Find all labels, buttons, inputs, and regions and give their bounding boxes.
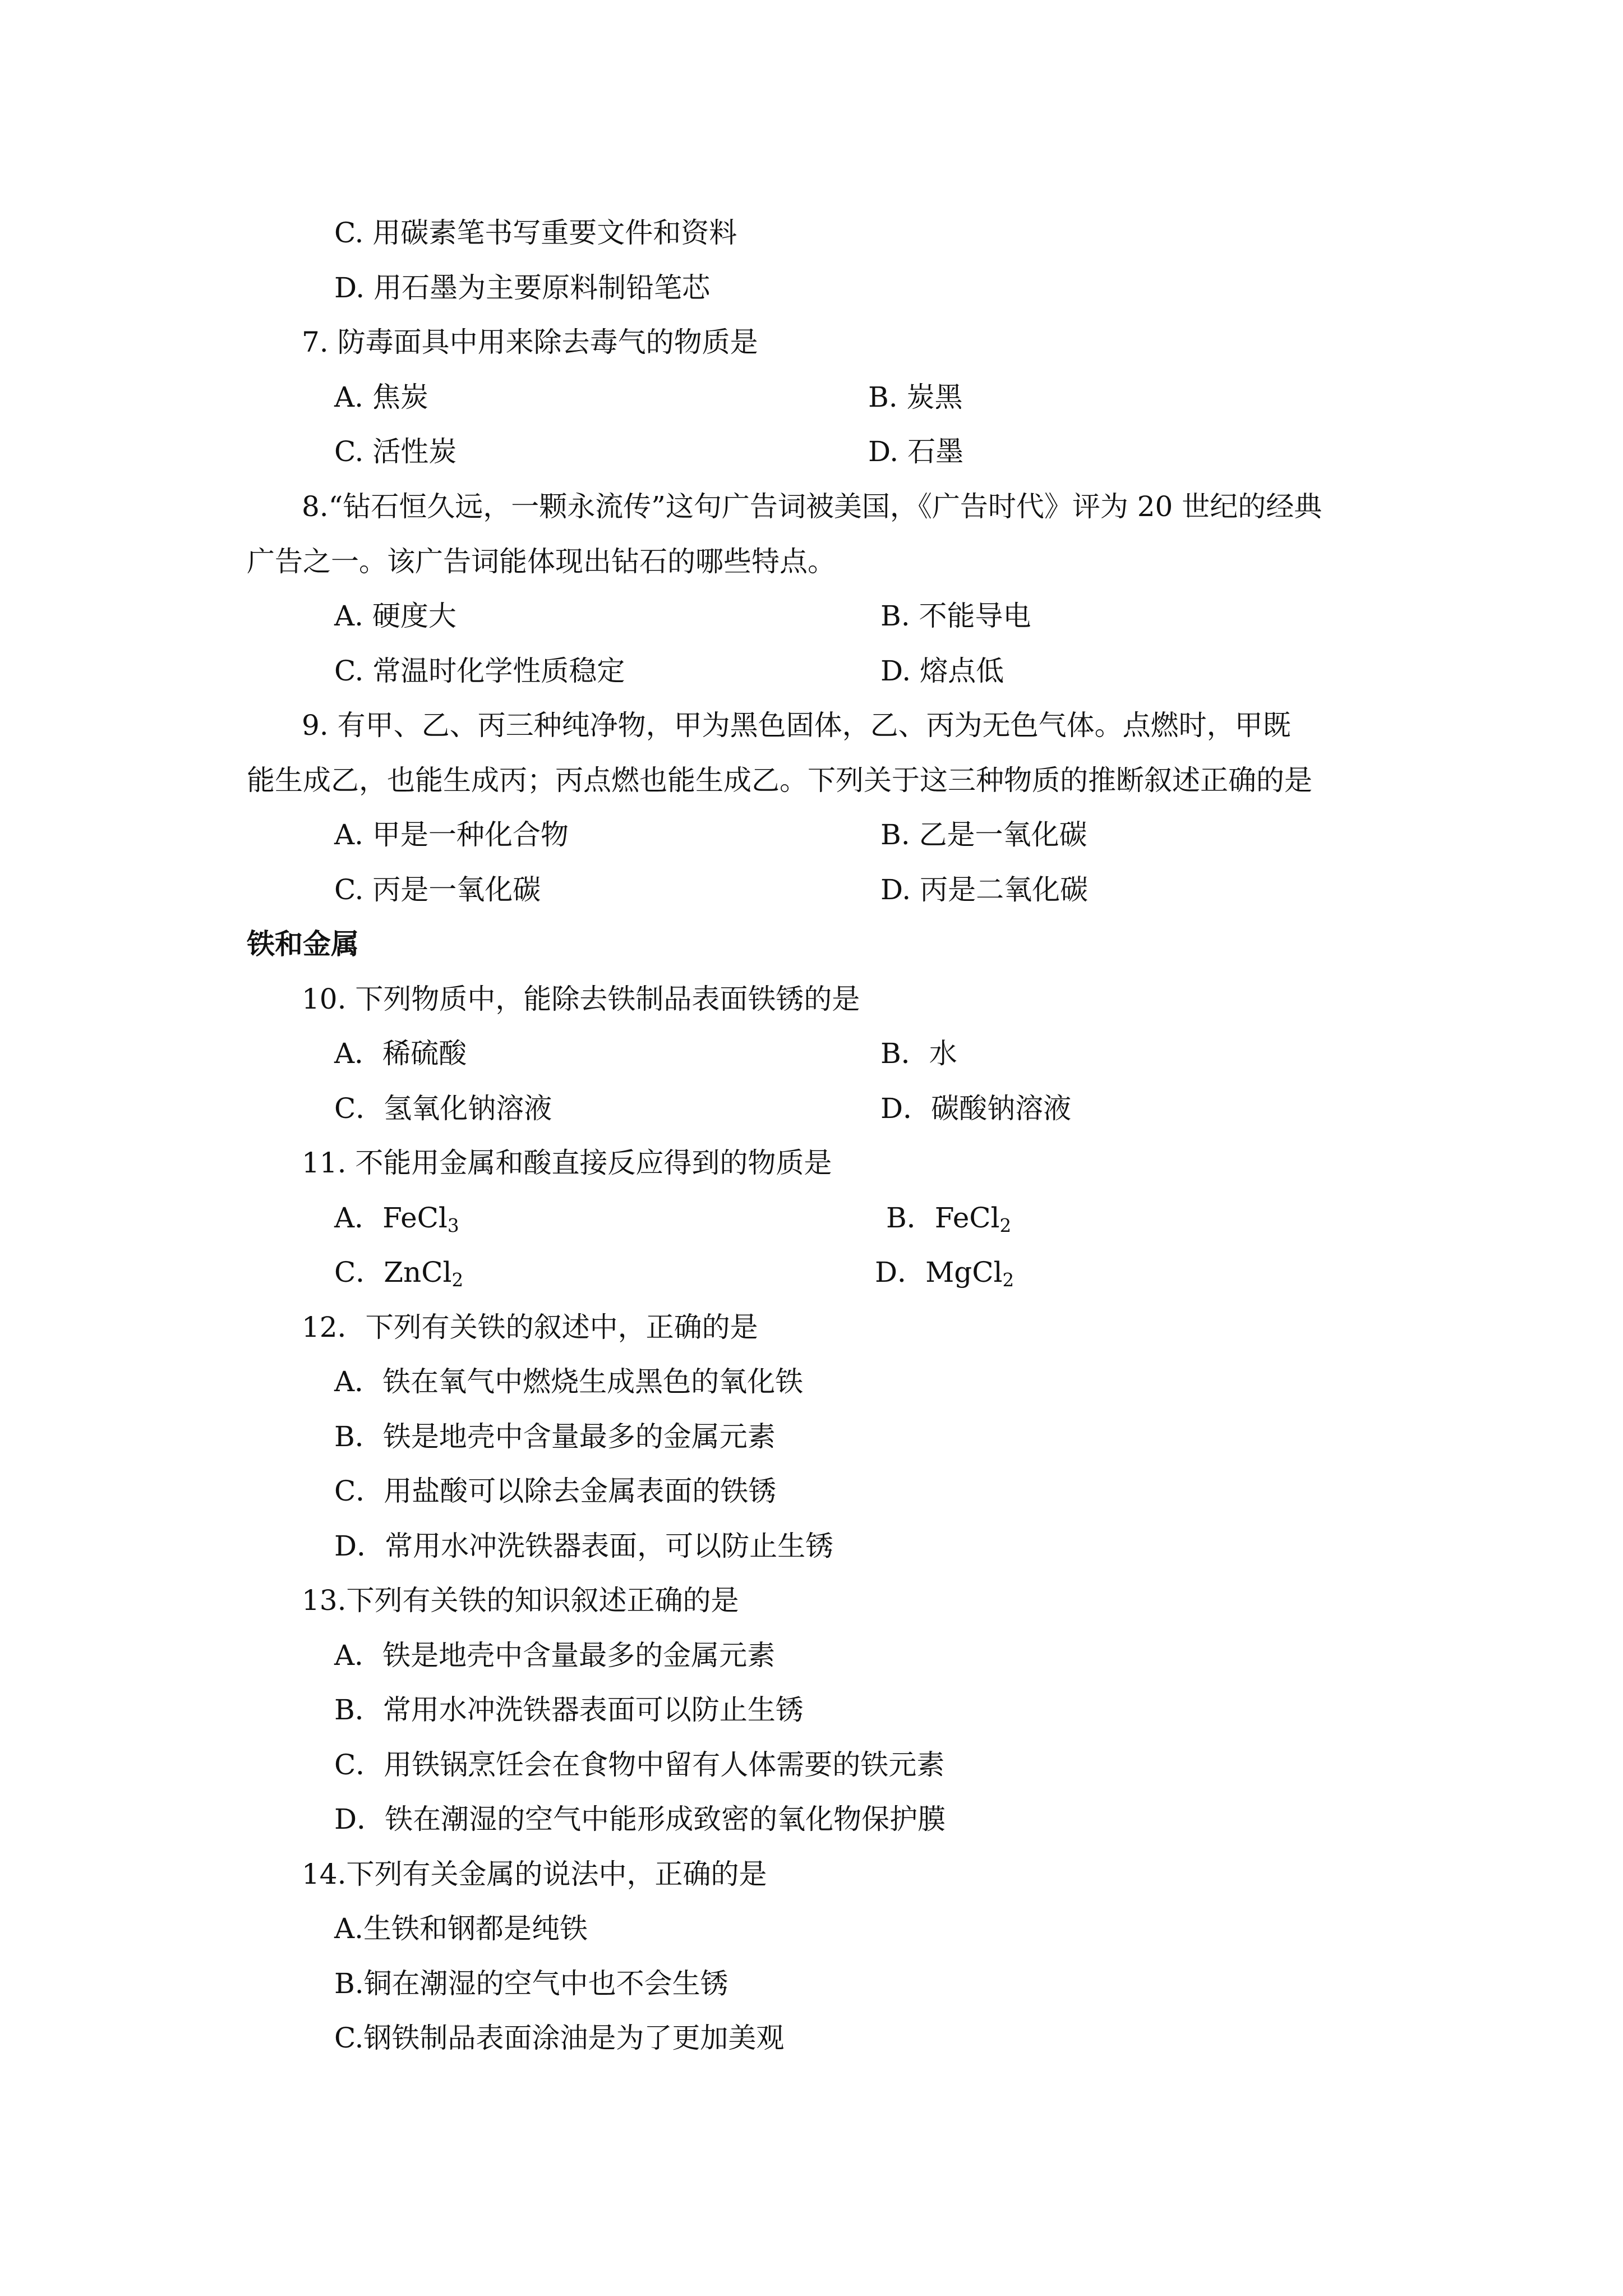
option-b: B．水: [880, 1037, 957, 1070]
option-text: C．ZnCl: [334, 1256, 452, 1289]
subscript: 2: [999, 1215, 1012, 1237]
option-d: D．碳酸钠溶液: [880, 1092, 1072, 1125]
option-d: D. 石墨: [868, 435, 964, 468]
option-a: A. 焦炭: [334, 381, 428, 413]
option-b: B．铁是地壳中含量最多的金属元素: [334, 1420, 776, 1453]
option-text: D．MgCl: [875, 1256, 1003, 1289]
option-c: C. 常温时化学性质稳定: [334, 655, 625, 687]
option-d: [875, 1256, 1015, 1291]
question-stem: 12．下列有关铁的叙述中，正确的是: [302, 1311, 758, 1343]
option-text: B．FeCl: [886, 1202, 1000, 1234]
option-c: C．用铁锅烹饪会在食物中留有人体需要的铁元素: [334, 1749, 945, 1781]
section-heading: 铁和金属: [247, 928, 359, 960]
option-d: D．铁在潮湿的空气中能形成致密的氧化物保护膜: [334, 1803, 946, 1835]
question-stem-cont: 广告之一。该广告词能体现出钻石的哪些特点。: [247, 545, 836, 578]
option-b: B．常用水冲洗铁器表面可以防止生锈: [334, 1694, 804, 1726]
option-c: C．用盐酸可以除去金属表面的铁锈: [334, 1475, 777, 1507]
option-a: A.生铁和钢都是纯铁: [334, 1912, 588, 1945]
subscript: 2: [451, 1269, 464, 1291]
option-a: A．稀硫酸: [334, 1037, 467, 1070]
option-b: B. 炭黑: [868, 381, 963, 413]
option-a: A．铁是地壳中含量最多的金属元素: [334, 1639, 776, 1672]
option-a: A．铁在氧气中燃烧生成黑色的氧化铁: [334, 1365, 804, 1398]
option-b: [886, 1202, 1012, 1237]
option-c: C. 丙是一氧化碳: [334, 873, 541, 906]
question-stem: 8.“钻石恒久远，一颗永流传”这句广告词被美国，《广告时代》评为 20 世纪的经典: [302, 490, 1322, 523]
option-c: C. 用碳素笔书写重要文件和资料: [334, 217, 737, 249]
option-c: C.钢铁制品表面涂油是为了更加美观: [334, 2022, 785, 2054]
option-b: B.铜在潮湿的空气中也不会生锈: [334, 1967, 728, 2000]
question-stem: 14.下列有关金属的说法中，正确的是: [302, 1858, 767, 1890]
question-stem: 13.下列有关铁的知识叙述正确的是: [302, 1584, 739, 1617]
option-c: [334, 1256, 464, 1291]
option-d: D. 用石墨为主要原料制铅笔芯: [334, 272, 711, 304]
option-text: A．FeCl: [334, 1202, 448, 1234]
option-a: A. 甲是一种化合物: [334, 818, 569, 851]
option-c: C. 活性炭: [334, 435, 457, 468]
subscript: 3: [447, 1215, 459, 1237]
question-stem: 9. 有甲、乙、丙三种纯净物，甲为黑色固体，乙、丙为无色气体。点燃时，甲既: [302, 709, 1291, 742]
option-d: D. 熔点低: [880, 655, 1004, 687]
option-c: C．氢氧化钠溶液: [334, 1092, 552, 1125]
question-stem: 10. 下列物质中，能除去铁制品表面铁锈的是: [302, 983, 860, 1015]
question-stem: 7. 防毒面具中用来除去毒气的物质是: [302, 326, 758, 358]
question-stem-cont: 能生成乙，也能生成丙；丙点燃也能生成乙。下列关于这三种物质的推断叙述正确的是: [247, 764, 1312, 797]
option-b: B. 不能导电: [880, 600, 1031, 632]
option-d: D．常用水冲洗铁器表面，可以防止生锈: [334, 1530, 834, 1562]
option-d: D. 丙是二氧化碳: [880, 873, 1089, 906]
option-b: B. 乙是一氧化碳: [880, 818, 1087, 851]
question-stem: 11. 不能用金属和酸直接反应得到的物质是: [302, 1147, 832, 1179]
option-a: [334, 1202, 459, 1237]
option-a: A. 硬度大: [334, 600, 457, 632]
subscript: 2: [1002, 1269, 1015, 1291]
